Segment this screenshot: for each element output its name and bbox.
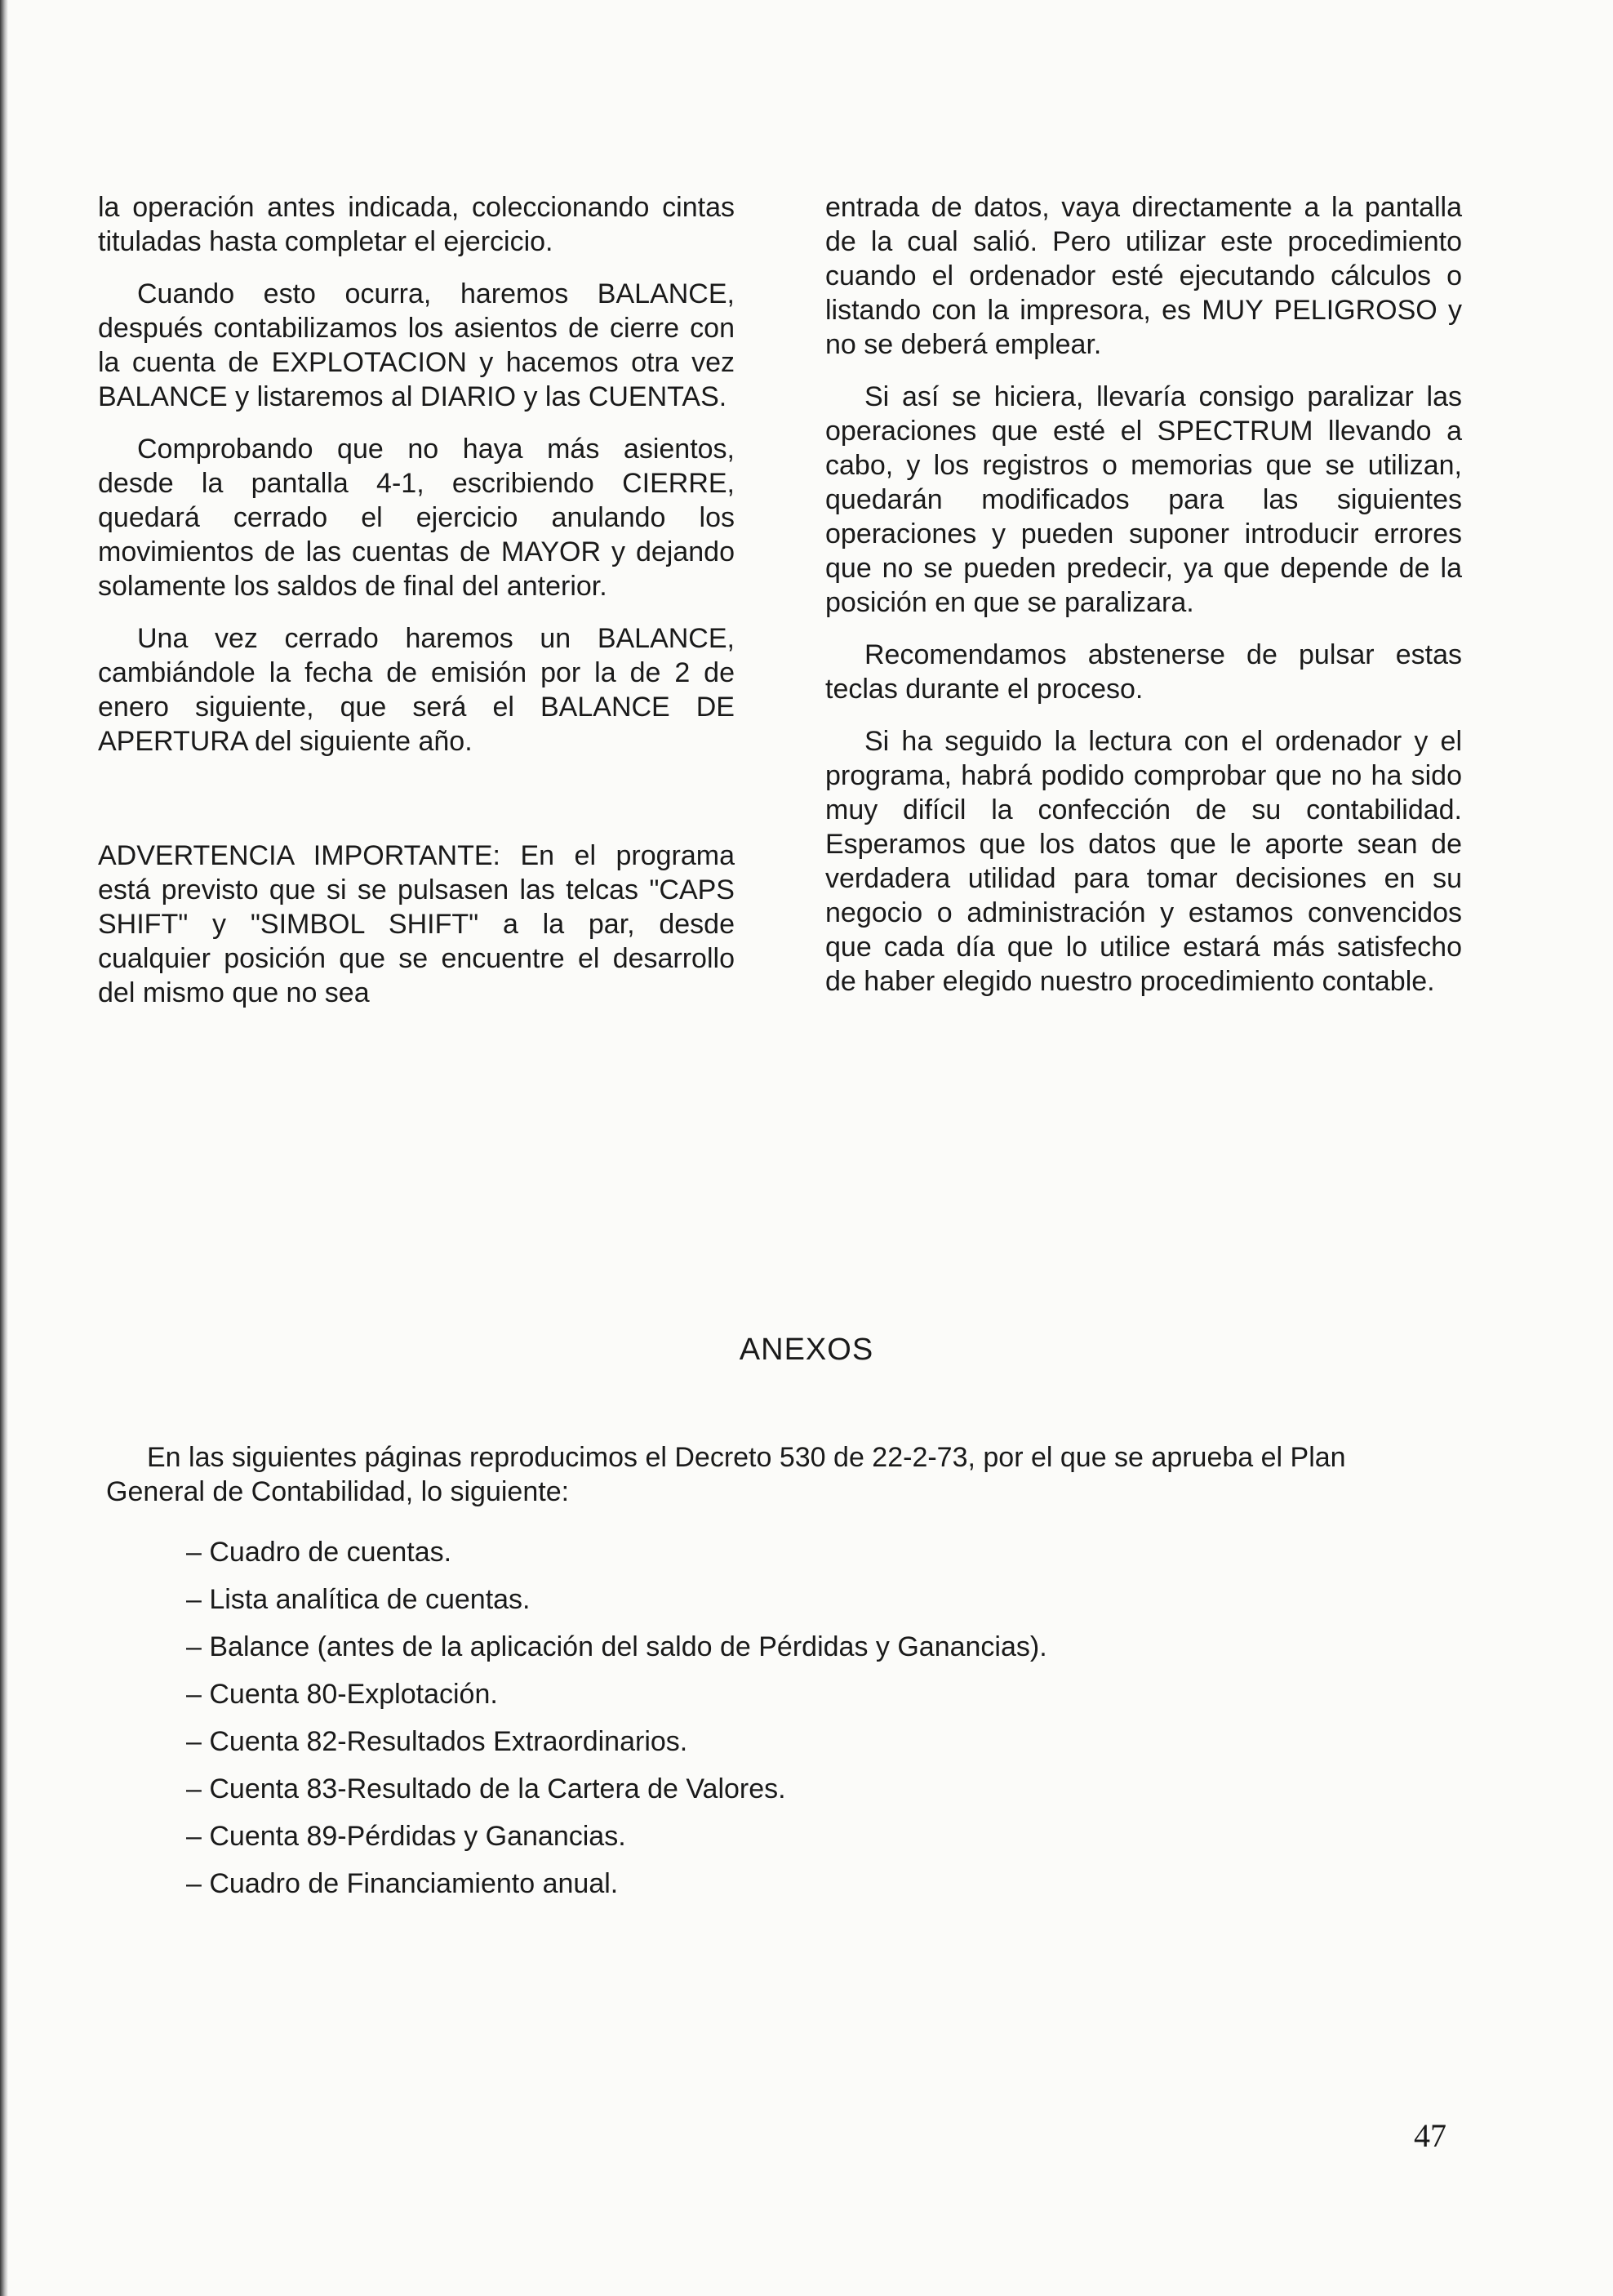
annex-item: – Cuadro de cuentas. [186,1528,1047,1576]
right-paragraph-4: Si ha seguido la lectura con el ordenador y el programa, habrá podido comprobar que no ha sido muy difícil la confección de su contabilidad. Esperamos que los datos que le aporte sean de verdadera utilidad para tomar decisiones en su negocio o administración y estamos convencidos que cada día que lo utilice estará más satisfecho de haber elegido nuestro procedimiento contable. [825,726,1462,997]
annex-item: – Cuenta 83-Resultado de la Cartera de Valores. [186,1765,1047,1813]
page-binding-edge [0,0,8,2296]
annex-item: – Lista analítica de cuentas. [186,1576,1047,1623]
annex-item: – Balance (antes de la aplicación del saldo de Pérdidas y Ganancias). [186,1623,1047,1671]
left-paragraph-4: Una vez cerrado haremos un BALANCE, cambiándole la fecha de emisión por la de 2 de enero siguiente, que será el BALANCE DE APERTURA del siguiente año. [98,623,735,757]
annex-item: – Cuenta 80-Explotación. [186,1671,1047,1718]
right-paragraph-2: Si así se hiciera, llevaría consigo paralizar las operaciones que esté el SPECTRUM llevando a cabo, y los registros o memorias que se utilizan, quedarán modificados para las siguientes operaciones y pueden suponer introducir errores que no se pueden predecir, ya que depende de la posición en que se paralizara. [825,381,1462,618]
right-paragraph-3: Recomendamos abstenerse de pulsar estas teclas durante el proceso. [825,639,1462,705]
annex-item: – Cuenta 89-Pérdidas y Ganancias. [186,1813,1047,1860]
left-paragraph-3: Comprobando que no haya más asientos, desde la pantalla 4-1, escribiendo CIERRE, quedará cerrado el ejercicio anulando los movimientos de las cuentas de MAYOR y dejando solamente los saldos de final del anterior. [98,434,735,602]
annex-heading: ANEXOS [739,1333,874,1367]
page-number: 47 [1414,2117,1446,2154]
right-column [825,190,1462,1017]
annex-intro: En las siguientes páginas reproducimos el Decreto 530 de 22-2-73, por el que se aprueba el Plan General de Contabilidad, lo siguiente: [106,1442,1346,1507]
left-column [98,190,735,1028]
warning-paragraph: ADVERTENCIA IMPORTANTE: En el programa está previsto que si se pulsasen las telcas "CAPS SHIFT" y "SIMBOL SHIFT" a la par, desde cualquier posición que se encuentre el desarrollo del mismo que no sea [98,840,735,1008]
annex-list [186,1528,1047,1907]
left-paragraph-1: la operación antes indicada, coleccionando cintas tituladas hasta completar el ejercicio. [98,192,735,257]
right-paragraph-1: entrada de datos, vaya directamente a la pantalla de la cual salió. Pero utilizar este procedimiento cuando el ordenador esté ejecutando cálculos o listando con la impresora, es MUY PELIGROSO y no se deberá emplear. [825,192,1462,360]
annex-item: – Cuenta 82-Resultados Extraordinarios. [186,1718,1047,1765]
annex-item: – Cuadro de Financiamiento anual. [186,1860,1047,1907]
left-paragraph-2: Cuando esto ocurra, haremos BALANCE, después contabilizamos los asientos de cierre con la cuenta de EXPLOTACION y hacemos otra vez BALANCE y listaremos al DIARIO y las CUENTAS. [98,278,735,412]
